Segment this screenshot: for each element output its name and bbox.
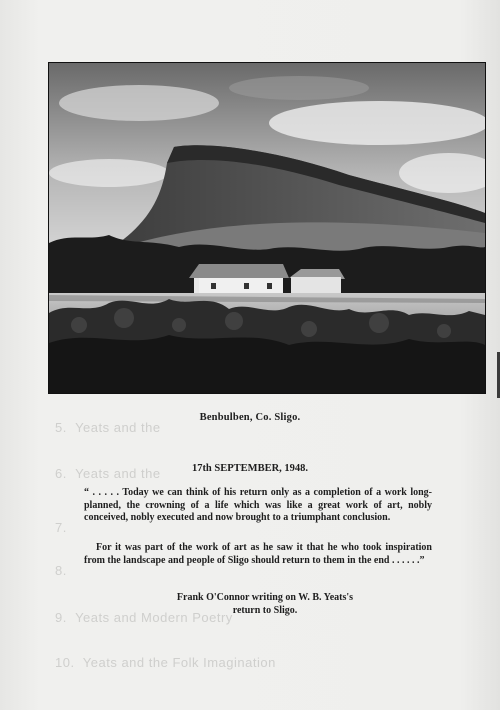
show-through-text: 6. Yeats and the <box>55 466 161 481</box>
show-through-text: 5. Yeats and the <box>55 420 161 435</box>
attribution-line-2: return to Sligo. <box>232 604 298 616</box>
benbulben-photograph <box>48 62 486 394</box>
photograph-image <box>49 63 485 393</box>
date-heading: 17th SEPTEMBER, 1948. <box>191 463 309 474</box>
attribution-line-1: Frank O'Connor writing on W. B. Yeats's <box>176 592 354 603</box>
show-through-text: 7. <box>55 520 67 535</box>
quote-paragraph-1: “ . . . . . Today we can think of his return only as a completion of a work long-planned, the crowning of a life which was like a great work of art, nobly conceived, nobly executed and now brought to a triumphant conclusion. <box>84 487 432 524</box>
quote-paragraph-2: For it was part of the work of art as he saw it that he who took inspiration from the landscape and people of Sligo should return to them in the end . . . . . .” <box>84 542 432 566</box>
quote-attribution <box>140 592 390 617</box>
show-through-text: 8. <box>55 563 67 578</box>
show-through-text: 9. Yeats and Modern Poetry <box>55 610 233 625</box>
photo-caption: Benbulben, Co. Sligo. <box>199 412 301 423</box>
show-through-text: 10. Yeats and the Folk Imagination <box>55 655 276 670</box>
